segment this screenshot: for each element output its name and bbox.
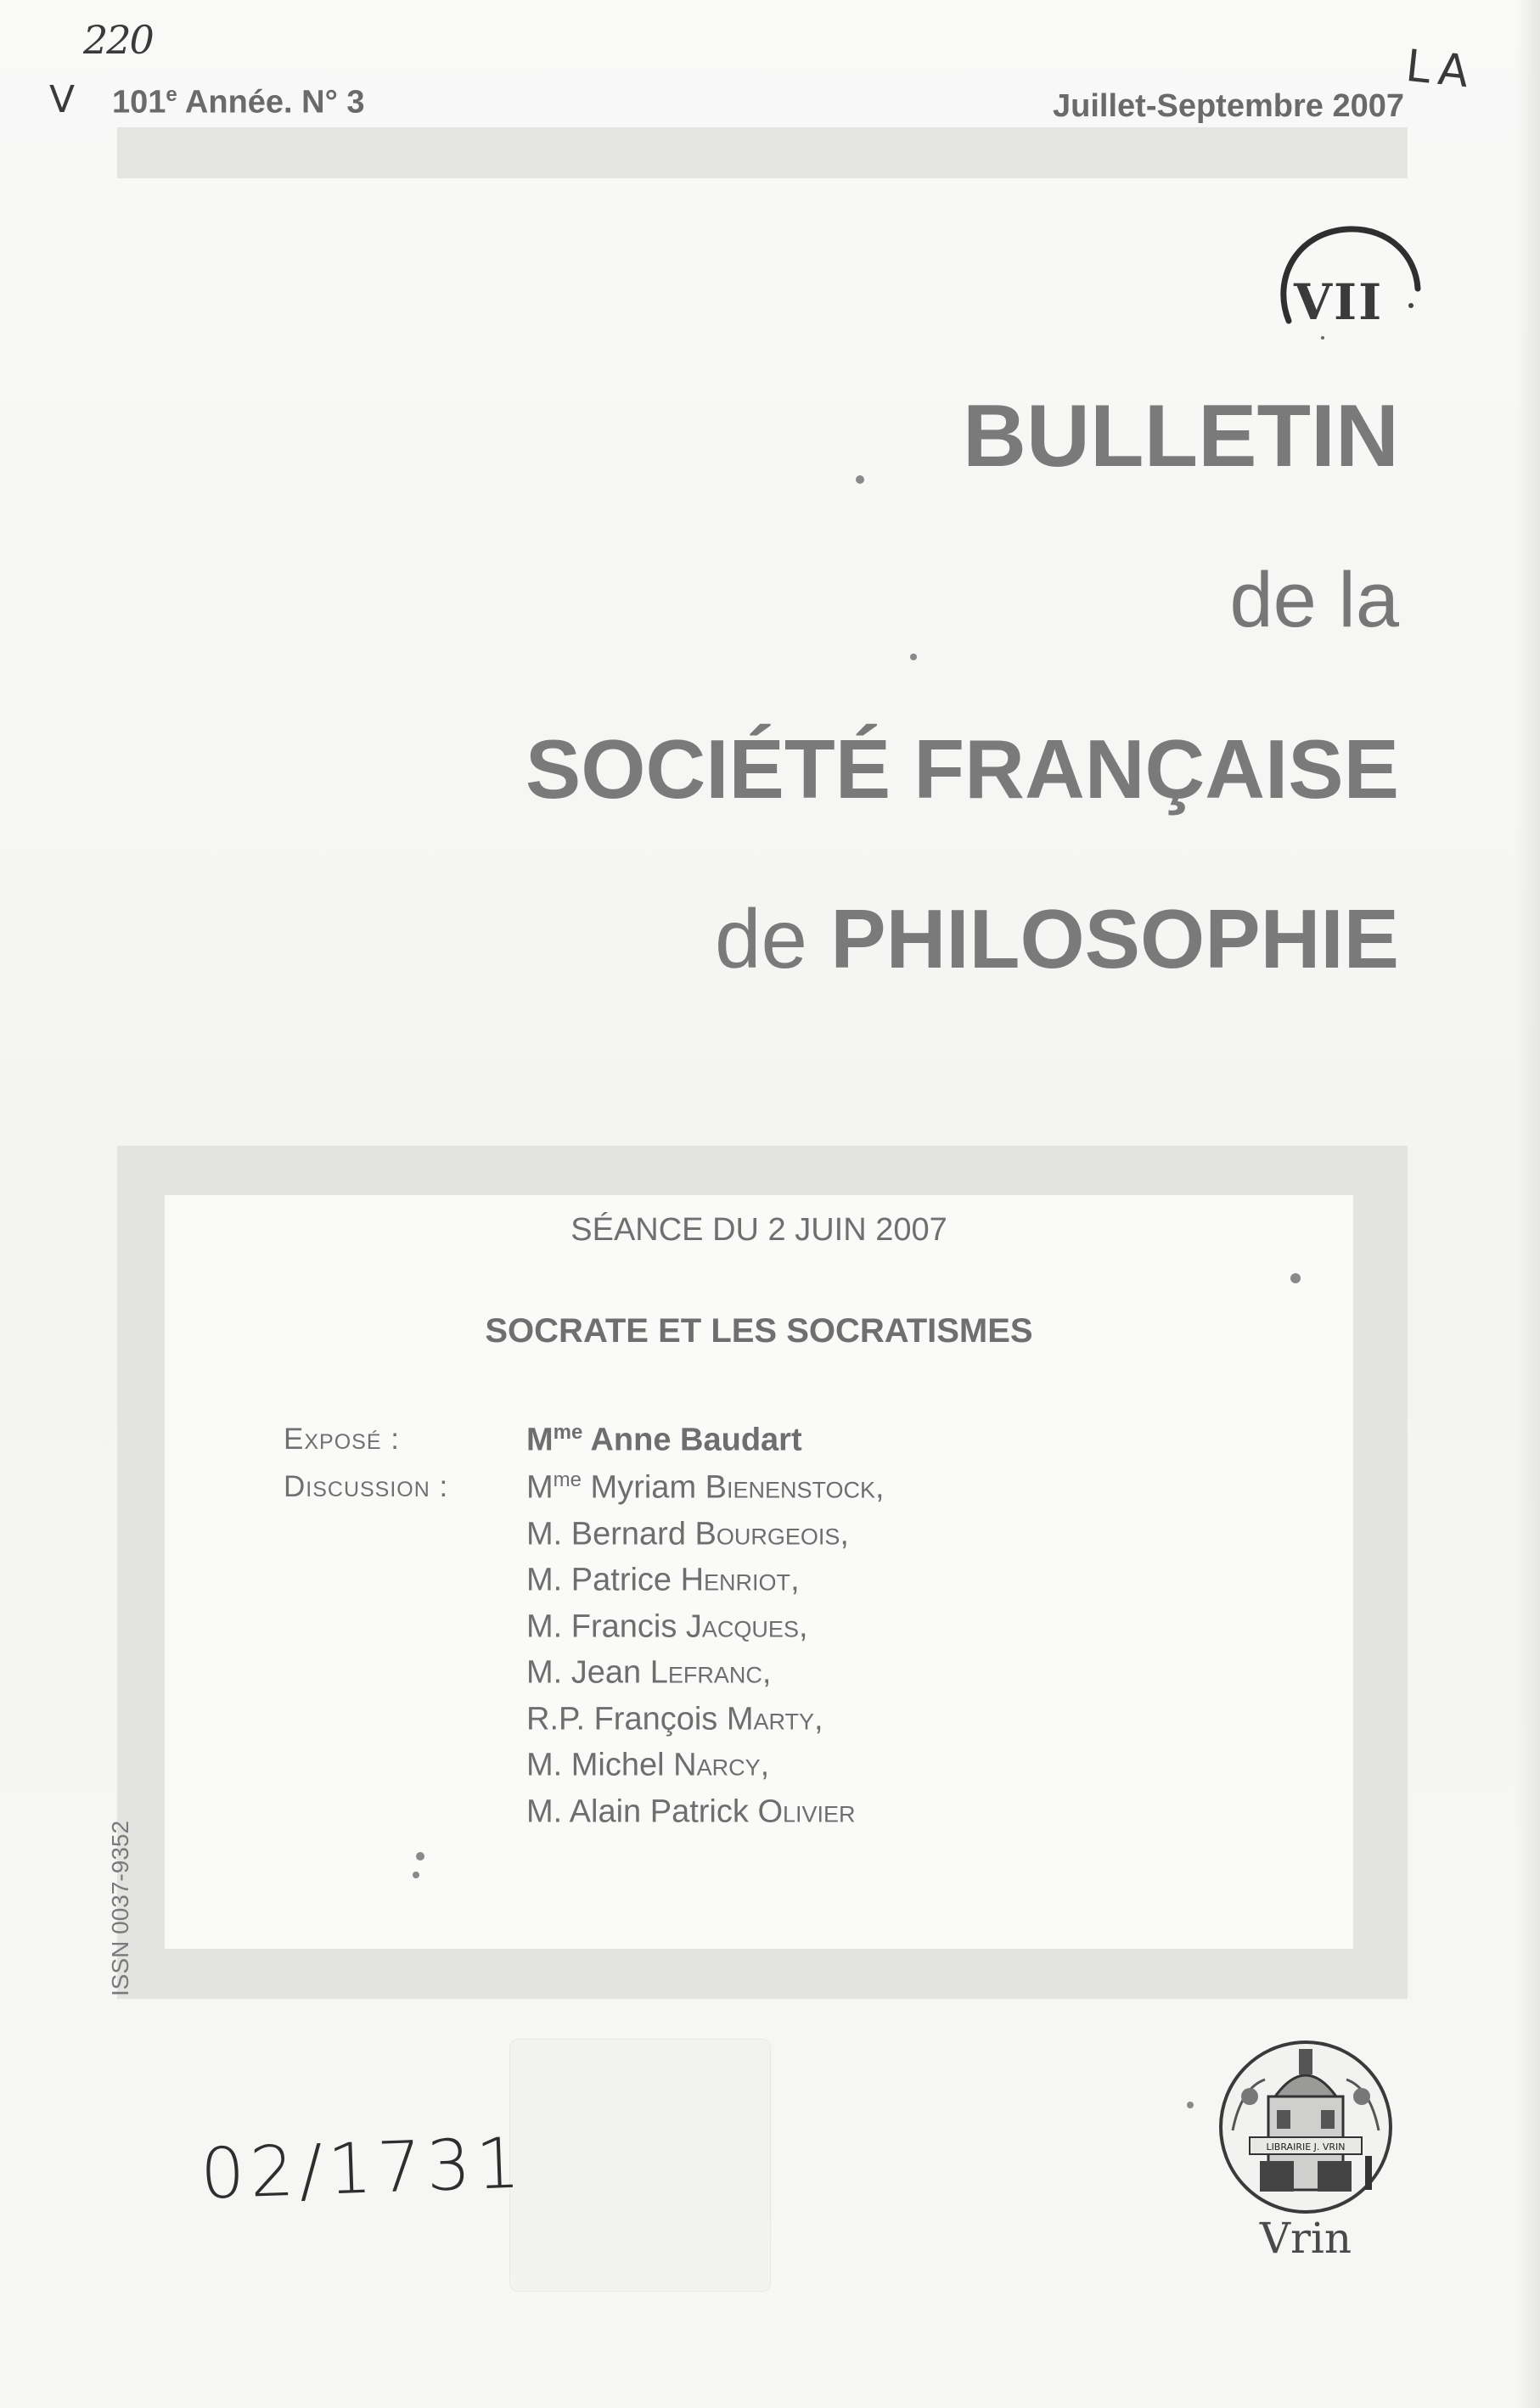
speaker-last-name: Bienenstock — [705, 1469, 876, 1506]
speaker-first-name: Patrice — [562, 1562, 681, 1598]
header-band — [117, 127, 1408, 178]
speaker-first-name: Jean — [562, 1654, 650, 1691]
speck — [910, 654, 917, 660]
handwritten-margin-mark: V — [49, 78, 76, 121]
discussion-label: Discussion : — [284, 1470, 449, 1503]
title-de: de — [714, 892, 831, 985]
speck — [1187, 2102, 1194, 2108]
expose-speaker-name: Anne Baudart — [582, 1422, 802, 1458]
speaker-prefix: M. — [526, 1654, 563, 1691]
speaker-punctuation: , — [875, 1469, 885, 1506]
title-philosophie — [715, 891, 1399, 987]
discussion-speaker — [526, 1793, 856, 1831]
speaker-last-name: Narcy — [673, 1747, 761, 1783]
speck — [413, 1872, 419, 1878]
issn: ISSN 0037-9352 — [107, 1820, 133, 1996]
speaker-prefix: M. — [526, 1608, 563, 1645]
speck — [856, 475, 864, 484]
handwritten-call-number: 02/1731 — [199, 2123, 527, 2215]
expose-speaker-title-sup: me — [553, 1421, 583, 1444]
speaker-punctuation: , — [798, 1608, 808, 1645]
session-subject: SOCRATE ET LES SOCRATISMES — [485, 1312, 1033, 1350]
expose-label: Exposé : — [284, 1423, 400, 1456]
speaker-prefix: M. — [526, 1562, 563, 1598]
issue-number-suffix: e — [166, 83, 177, 106]
speaker-punctuation: , — [814, 1701, 823, 1737]
speaker-prefix: M. — [526, 1516, 563, 1552]
discussion-speaker — [526, 1746, 769, 1784]
issue-date: Juillet-Septembre 2007 — [1053, 88, 1404, 124]
speaker-punctuation: , — [790, 1562, 800, 1598]
title-bulletin: BULLETIN — [962, 387, 1399, 486]
title-societe: SOCIÉTÉ FRANÇAISE — [525, 722, 1399, 816]
speaker-first-name: François — [585, 1701, 727, 1737]
speaker-prefix: M. — [526, 1747, 563, 1783]
speaker-prefix: M — [526, 1469, 554, 1506]
speaker-first-name: Bernard — [562, 1516, 695, 1552]
speaker-prefix: M. — [526, 1793, 563, 1830]
speck — [416, 1852, 424, 1861]
speaker-first-name: Alain Patrick — [562, 1793, 758, 1830]
handwritten-top-right: LA — [1403, 40, 1478, 99]
speaker-first-name: Myriam — [582, 1469, 705, 1506]
handwritten-top-left: 220 — [83, 17, 153, 63]
speaker-punctuation: , — [840, 1516, 849, 1552]
speaker-first-name: Michel — [562, 1747, 674, 1783]
speaker-last-name: Bourgeois — [694, 1516, 840, 1552]
discussion-speaker — [526, 1468, 885, 1507]
expose-speaker-title: M — [526, 1422, 554, 1458]
speaker-last-name: Henriot — [680, 1562, 791, 1598]
stamp-text: VII — [1294, 273, 1384, 331]
discussion-speaker — [526, 1653, 771, 1692]
speaker-prefix: R.P. — [526, 1701, 586, 1737]
speaker-punctuation: , — [762, 1654, 772, 1691]
issue-number-value: 101 — [112, 84, 166, 121]
discussion-speaker — [526, 1561, 800, 1599]
expose-speaker — [526, 1421, 802, 1459]
logo-sign-text: LIBRAIRIE J. VRIN — [1266, 2141, 1346, 2153]
session-date: SÉANCE DU 2 JUIN 2007 — [570, 1212, 947, 1248]
speaker-last-name: Olivier — [757, 1793, 856, 1830]
speaker-last-name: Jacques — [685, 1608, 799, 1645]
issue-number-rest: Année. N° 3 — [177, 84, 365, 121]
title-philosophie-word: PHILOSOPHIE — [830, 892, 1399, 985]
speaker-punctuation: , — [760, 1747, 770, 1783]
speaker-prefix-sup: me — [553, 1468, 582, 1491]
discussion-speaker — [526, 1608, 808, 1646]
vrin-bookshop-logo-icon — [1216, 2037, 1396, 2217]
speaker-last-name: Marty — [726, 1701, 815, 1737]
discussion-speaker — [526, 1515, 849, 1553]
publisher-name: Vrin — [1259, 2214, 1352, 2263]
sticker-residue — [509, 2039, 771, 2292]
speaker-first-name: Francis — [562, 1608, 686, 1645]
speaker-last-name: Lefranc — [649, 1654, 762, 1691]
discussion-speaker — [526, 1700, 823, 1738]
speck — [1290, 1273, 1301, 1283]
title-de-la: de la — [1229, 557, 1399, 643]
issue-number — [112, 83, 365, 121]
page-edge-shadow — [1516, 0, 1540, 2408]
